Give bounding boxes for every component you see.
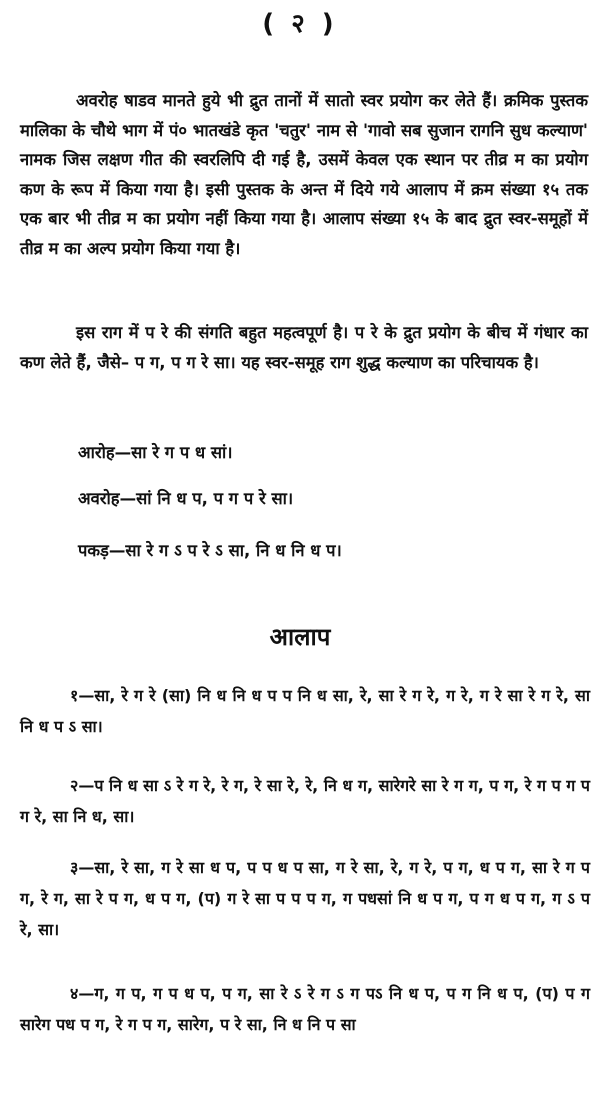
paragraph-2: इस राग में प रे की संगति बहुत महत्वपूर्ण है। प रे के द्रुत प्रयोग के बीच में गंधार का कण लेते हैं, जैसे– प ग, प ग रे सा। यह स्वर-समूह राग शुद्ध कल्याण का परिचायक है। <box>20 323 588 372</box>
pakad-line: पकड़—सा रे ग ऽ प रे ऽ सा, नि ध नि ध प। <box>78 541 342 560</box>
alap-item-4: ४—ग, ग प, ग प ध प, प ग, सा रे ऽ रे ग ऽ ग पऽ नि ध प, प ग नि ध प, (प) प ग सारेग पध प ग, रे ग प ग, सारेग, प रे सा, नि ध नि प सा <box>20 984 590 1034</box>
alap-item-2: २—प नि ध सा ऽ रे ग रे, रे ग, रे सा रे, रे, नि ध ग, सारेगरे सा रे ग ग, प ग, रे ग प ग प ग रे, सा नि ध, सा। <box>20 776 590 826</box>
aaroh-line: आरोह—सा रे ग प ध सां। <box>78 443 233 462</box>
alap-item-3: ३—सा, रे सा, ग रे सा ध प, प प ध प सा, ग रे सा, रे, ग रे, प ग, ध प ग, सा रे ग प ग, रे ग, सा रे प ग, ध प ग, (प) ग रे सा प प प ग, ग पधसां नि ध प ग, प ग ध प ग, ग ऽ प रे, सा। <box>20 858 590 939</box>
avaroh-line: अवरोह—सां नि ध प, प ग प रे सा। <box>78 489 294 508</box>
section-title: आलाप <box>269 623 331 651</box>
page-number: ( २ ) <box>262 9 338 39</box>
alap-item-1: १—सा, रे ग रे (सा) नि ध नि ध प प नि ध सा, रे, सा रे ग रे, ग रे, ग रे सा रे ग रे, सा नि ध प ऽ सा। <box>20 686 590 736</box>
paragraph-1: अवरोह षाडव मानते हुये भी द्रुत तानों में सातो स्वर प्रयोग कर लेते हैं। क्रमिक पुस्तक मालिका के चौथे भाग में पं० भातखंडे कृत 'चतुर' नाम से 'गावो सब सुजान रागनि सुध कल्याण' नामक जिस लक्षण गीत की स्वरलिपि दी गई है, उसमें केवल एक स्थान पर तीव्र म का प्रयोग कण के रूप में किया गया है। इसी पुस्तक के अन्त में दिये गये आलाप में क्रम संख्या १५ तक एक बार भी तीव्र म का प्रयोग नहीं किया गया है। आलाप संख्या १५ के बाद द्रुत स्वर-समूहों में तीव्र म का अल्प प्रयोग किया गया है। <box>20 91 588 258</box>
